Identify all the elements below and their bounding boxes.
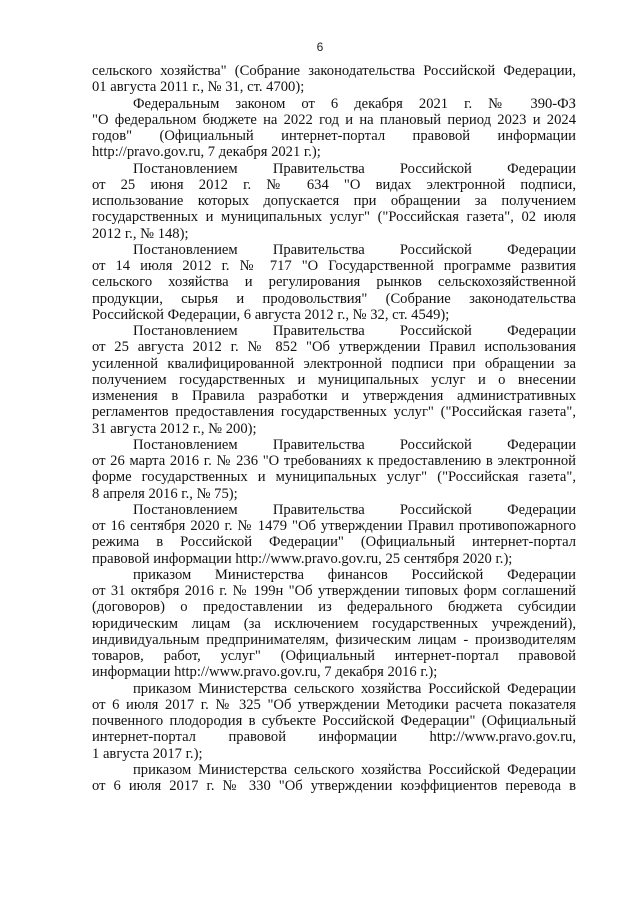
text-line: Постановлением Правительства Российской Федерации: [133, 436, 576, 453]
text-line: использование которых допускается при обращении за получением: [92, 193, 576, 209]
text-line: от 16 сентября 2020 г. № 1479 "Об утверждении Правил противопожарного: [92, 518, 576, 534]
text-line: сельского хозяйства" (Собрание законодательства Российской Федерации,: [92, 63, 576, 79]
text-line: Федеральным законом от 6 декабря 2021 г. № 390-ФЗ: [133, 95, 576, 112]
text-line: режима в Российской Федерации" (Официальный интернет-портал: [92, 534, 576, 551]
text-line: 1 августа 2017 г.);: [92, 745, 203, 762]
text-line: получением государственных и муниципальных услуг и о внесении: [92, 371, 576, 388]
text-line: от 14 июля 2012 г. № 717 "О Государственной программе развития: [92, 258, 576, 274]
text-line: приказом Министерства финансов Российской Федерации: [133, 566, 576, 583]
text-line: продукции, сырья и продовольствия" (Собрание законодательства: [92, 290, 576, 307]
page-number: 6: [316, 40, 324, 54]
text-line: Постановлением Правительства Российской Федерации: [133, 160, 576, 177]
text-line: от 6 июля 2017 г. № 330 "Об утверждении коэффициентов перевода в: [92, 778, 576, 794]
text-line: от 25 июня 2012 г. № 634 "О видах электронной подписи,: [92, 176, 576, 193]
text-line: (договоров) о предоставлении из федерального бюджета субсидии: [92, 599, 576, 616]
text-line: усиленной квалифицированной электронной подписи при обращении за: [92, 355, 576, 372]
text-line: товаров, работ, услуг" (Официальный интернет-портал правовой: [92, 648, 576, 664]
text-line: интернет-портал правовой информации http://www.pravo.gov.ru,: [92, 729, 576, 746]
text-line: сельского хозяйства и регулирования рынков сельскохозяйственной: [92, 274, 576, 291]
document-body: [92, 63, 576, 794]
text-line: приказом Министерства сельского хозяйства Российской Федерации: [133, 761, 576, 778]
text-line: почвенного плодородия в субъекте Российской Федерации" (Официальный: [92, 713, 576, 729]
text-line: http://pravo.gov.ru, 7 декабря 2021 г.);: [92, 144, 321, 161]
text-line: 2012 г., № 148);: [92, 225, 189, 242]
text-line: регламентов предоставления государственных услуг" ("Российская газета",: [92, 404, 576, 421]
text-line: Российской Федерации, 6 августа 2012 г., № 32, ст. 4549);: [92, 306, 450, 323]
text-line: изменения в Правила разработки и утверждения административных: [92, 388, 576, 404]
text-line: индивидуальным предпринимателям, физическим лицам - производителям: [92, 631, 576, 648]
text-line: правовой информации http://www.pravo.gov.ru, 25 сентября 2020 г.);: [92, 550, 513, 567]
text-line: Постановлением Правительства Российской Федерации: [133, 501, 576, 518]
text-line: годов" (Официальный интернет-портал правовой информации: [92, 128, 576, 144]
text-line: от 6 июля 2017 г. № 325 "Об утверждении Методики расчета показателя: [92, 696, 576, 713]
text-line: от 26 марта 2016 г. № 236 "О требованиях к предоставлению в электронной: [92, 453, 576, 469]
text-line: юридическим лицам (за исключением государственных учреждений),: [92, 615, 576, 632]
text-line: форме государственных и муниципальных услуг" ("Российская газета",: [92, 469, 576, 486]
text-line: Постановлением Правительства Российской Федерации: [133, 323, 576, 339]
text-line: от 25 августа 2012 г. № 852 "Об утверждении Правил использования: [92, 339, 576, 356]
text-line: Постановлением Правительства Российской Федерации: [133, 241, 576, 258]
text-line: приказом Министерства сельского хозяйства Российской Федерации: [133, 680, 576, 697]
text-line: "О федеральном бюджете на 2022 год и на плановый период 2023 и 2024: [92, 111, 576, 128]
text-line: от 31 октября 2016 г. № 199н "Об утверждении типовых форм соглашений: [92, 583, 576, 599]
text-line: 01 августа 2011 г., № 31, ст. 4700);: [92, 79, 305, 96]
text-line: информации http://www.pravo.gov.ru, 7 декабря 2016 г.);: [92, 664, 438, 681]
text-line: государственных и муниципальных услуг" ("Российская газета", 02 июля: [92, 209, 576, 226]
text-line: 31 августа 2012 г., № 200);: [92, 420, 257, 437]
text-line: 8 апреля 2016 г., № 75);: [92, 485, 238, 502]
